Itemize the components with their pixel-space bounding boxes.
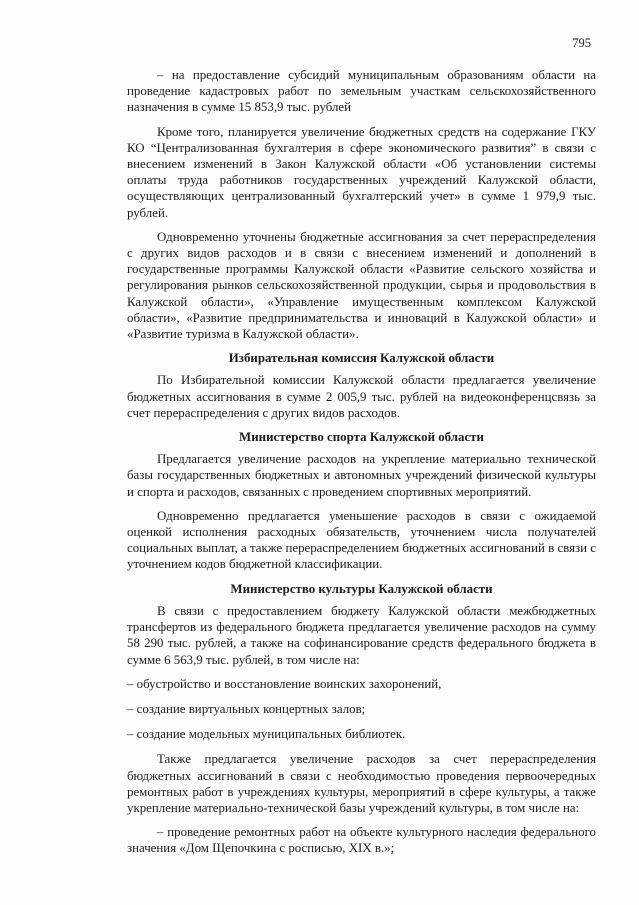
section-heading: Избирательная комиссия Калужской области xyxy=(228,351,495,366)
paragraph: В связи с предоставлением бюджету Калужской области межбюджетных трансфертов из федерального бюджета предлагается увеличение расходов на сумму 58 290 тыс. рублей, а также на софинансирование средств федерального бюджета в сумме 6 563,9 тыс. рублей, в том числе на: xyxy=(127,603,596,667)
paragraph: По Избирательной комиссии Калужской области предлагается увеличение бюджетных ассигнования в сумме 2 005,9 тыс. рублей на видеоконференцсвязь за счет перераспределения с других видов расходов. xyxy=(127,373,596,420)
paragraph: Одновременно предлагается уменьшение расходов в связи с ожидаемой оценкой исполнения расходных обязательств, уточнением числа получателей социальных выплат, а также перераспределением бюджетных ассигнований в связи с уточнением кодов бюджетной классификации. xyxy=(127,508,596,572)
list-item: – обустройство и восстановление воинских захоронений, xyxy=(127,676,442,691)
list-item: – создание модельных муниципальных библиотек. xyxy=(127,727,406,742)
list-item: – создание виртуальных концертных залов; xyxy=(127,701,366,716)
page-number: 795 xyxy=(572,36,591,50)
paragraph: Также предлагается увеличение расходов за счет перераспределения бюджетных ассигнований в связи с необходимостью проведения первоочередных ремонтных работ в учреждениях культуры, мероприятий в сфере культуры, а также укрепление материально-технической базы учреждений культуры, в том числе на: xyxy=(127,752,596,815)
paragraph: Предлагается увеличение расходов на укрепление материально технической базы государственных бюджетных и автономных учреждений физической культуры и спорта и расходов, связанных с проведением спортивных мероприятий. xyxy=(127,452,596,499)
paragraph: Одновременно уточнены бюджетные ассигнования за счет перераспределения с других видов расходов и в связи с внесением изменений и дополнений в государственные программы Калужской области «Развитие сельского хозяйства и регулирования рынков сельскохозяйственной продукции, сырья и продовольствия в Калужской области», «Управление имущественным комплексом Калужской области», «Развитие предпринимательства и инноваций в Калужской области» и «Развитие туризма в Калужской области». xyxy=(127,229,596,342)
section-heading: Министерство культуры Калужской области xyxy=(230,581,493,596)
paragraph: Кроме того, планируется увеличение бюджетных средств на содержание ГКУ КО “Централизованная бухгалтерия в сфере экономического развития” в связи с внесением изменений в Закон Калужской области «Об установлении системы оплаты труда работников государственных учреждений Калужской области, осуществляющих централизованный бухгалтерский учет» в сумме 1 979,9 тыс. рублей. xyxy=(127,124,596,220)
paragraph: – проведение ремонтных работ на объекте культурного наследия федерального значения «Дом Щепочкина с росписью, XIX в.»; xyxy=(127,825,596,856)
paragraph: – на предоставление субсидий муниципальным образованиям области на проведение кадастровых работ по земельным участкам сельскохозяйственного назначения в сумме 15 853,9 тыс. рублей xyxy=(127,68,596,115)
document-body xyxy=(127,67,596,865)
section-heading: Министерство спорта Калужской области xyxy=(239,430,484,445)
